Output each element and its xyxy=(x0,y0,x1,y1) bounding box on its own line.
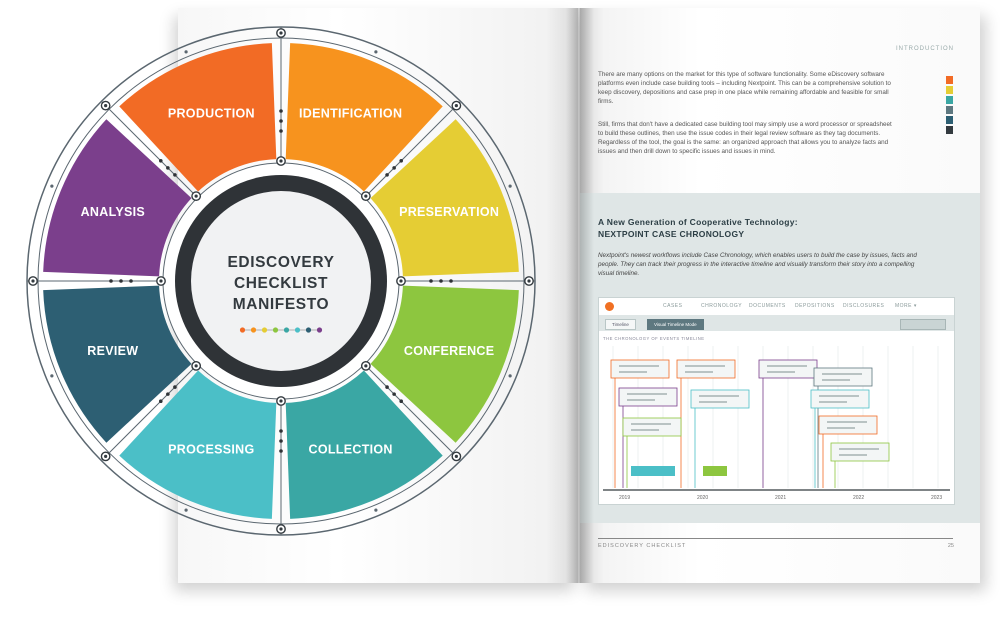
segment-label-analysis: ANALYSIS xyxy=(80,204,146,219)
center-title-line-3: MANIFESTO xyxy=(232,296,330,313)
divider-dot xyxy=(399,399,403,403)
card-text-line xyxy=(819,401,847,403)
ring-node-center xyxy=(279,399,282,402)
nav-item-depositions[interactable]: DEPOSITIONS xyxy=(795,303,835,309)
center-color-dot xyxy=(273,327,278,332)
section-subtitle: NEXTPOINT CASE CHRONOLOGY xyxy=(598,229,745,239)
divider-dot xyxy=(279,429,283,433)
ring-arrow-marker xyxy=(184,50,187,53)
card-text-line xyxy=(631,429,659,431)
card-text-line xyxy=(767,365,807,367)
ring-arrow-marker xyxy=(184,509,187,512)
center-color-dot xyxy=(317,327,322,332)
divider-dot xyxy=(279,449,283,453)
timeline-duration-bar xyxy=(631,466,675,476)
section-body: Nextpoint's newest workflows include Case Chronology, which enables users to build the case by issues, facts and people. They can track their progress in the interactive timeline and visually transform their story into a compelling visual timeline. xyxy=(598,252,917,277)
timeline-event-card[interactable] xyxy=(831,443,889,461)
card-text-line xyxy=(685,371,713,373)
timeline-event-card[interactable] xyxy=(677,360,735,378)
ring-node-center xyxy=(364,195,367,198)
ring-arrow-marker xyxy=(50,374,53,377)
ring-arrow-marker xyxy=(50,184,53,187)
card-text-line xyxy=(699,401,727,403)
ring-node-center xyxy=(104,455,107,458)
tab-visual-timeline[interactable]: Visual Timeline Mode xyxy=(647,319,704,330)
ring-node-center xyxy=(104,104,107,107)
ring-node-center xyxy=(31,279,34,282)
timeline-heading: THE CHRONOLOGY OF EVENTS TIMELINE xyxy=(603,336,705,341)
nav-item-more[interactable]: MORE ▾ xyxy=(895,303,917,309)
card-text-line xyxy=(627,399,655,401)
divider-dot xyxy=(279,439,283,443)
card-text-line xyxy=(627,393,667,395)
ring-node-center xyxy=(195,195,198,198)
timeline-event-card[interactable] xyxy=(691,390,749,408)
segment-label-identification: IDENTIFICATION xyxy=(299,106,403,121)
divider-dot xyxy=(166,392,170,396)
center-color-dot xyxy=(262,327,267,332)
center-color-dot xyxy=(240,327,245,332)
ring-node-center xyxy=(195,364,198,367)
timeline-chart xyxy=(599,298,954,504)
segment-label-preservation: PRESERVATION xyxy=(399,204,500,219)
footer-title: EDISCOVERY CHECKLIST xyxy=(598,543,687,549)
center-color-dot xyxy=(306,327,311,332)
timeline-event-card[interactable] xyxy=(611,360,669,378)
segment-label-production: PRODUCTION xyxy=(167,106,255,121)
color-swatch xyxy=(946,106,953,114)
divider-dot xyxy=(129,279,133,283)
divider-dot xyxy=(159,399,163,403)
card-text-line xyxy=(631,423,671,425)
divider-dot xyxy=(385,173,389,177)
ring-arrow-marker xyxy=(509,374,512,377)
center-color-dot xyxy=(251,327,256,332)
segment-label-collection: COLLECTION xyxy=(308,442,393,457)
timeline-year-label: 2020 xyxy=(697,495,709,501)
tab-timeline[interactable]: Timeline xyxy=(605,319,636,330)
card-text-line xyxy=(827,421,867,423)
card-text-line xyxy=(767,371,795,373)
ring-node-center xyxy=(364,364,367,367)
ring-node-center xyxy=(455,455,458,458)
divider-dot xyxy=(429,279,433,283)
divider-dot xyxy=(392,392,396,396)
ediscovery-wheel xyxy=(10,10,552,552)
divider-dot xyxy=(173,385,177,389)
card-text-line xyxy=(827,427,855,429)
ring-node-center xyxy=(399,279,402,282)
segment-label-processing: PROCESSING xyxy=(168,442,255,457)
timeline-year-label: 2021 xyxy=(775,495,787,501)
spine-shadow xyxy=(566,8,594,583)
card-text-line xyxy=(822,373,862,375)
card-text-line xyxy=(619,365,659,367)
center-color-dot xyxy=(295,327,300,332)
card-text-line xyxy=(839,448,879,450)
timeline-event-card[interactable] xyxy=(619,388,677,406)
page-number: 25 xyxy=(947,543,954,549)
ring-node-center xyxy=(279,527,282,530)
ring-node-center xyxy=(279,31,282,34)
card-text-line xyxy=(819,395,859,397)
divider-dot xyxy=(279,119,283,123)
ring-arrow-marker xyxy=(509,184,512,187)
timeline-event-card[interactable] xyxy=(819,416,877,434)
divider-dot xyxy=(385,385,389,389)
divider-dot xyxy=(173,173,177,177)
card-text-line xyxy=(839,454,867,456)
card-text-line xyxy=(619,371,647,373)
color-swatch xyxy=(946,76,953,84)
color-swatch xyxy=(946,86,953,94)
divider-dot xyxy=(399,159,403,163)
nav-item-documents[interactable]: DOCUMENTS xyxy=(749,303,786,309)
nav-item-disclosures[interactable]: DISCLOSURES xyxy=(843,303,885,309)
right-page xyxy=(580,8,980,583)
divider-dot xyxy=(166,166,170,170)
timeline-year-label: 2022 xyxy=(853,495,865,501)
feature-section xyxy=(580,193,980,523)
running-header: INTRODUCTION xyxy=(896,46,954,52)
timeline-event-card[interactable] xyxy=(623,418,681,436)
nav-item-cases[interactable]: CASES xyxy=(663,303,683,309)
divider-dot xyxy=(279,129,283,133)
center-title-line-2: CHECKLIST xyxy=(233,275,329,292)
timeline-event-card[interactable] xyxy=(814,368,872,386)
timeline-year-label: 2023 xyxy=(931,495,943,501)
divider-dot xyxy=(159,159,163,163)
ring-arrow-marker xyxy=(374,509,377,512)
color-swatch xyxy=(946,96,953,104)
ring-arrow-marker xyxy=(374,50,377,53)
timeline-year-label: 2019 xyxy=(619,495,631,501)
divider-dot xyxy=(392,166,396,170)
center-color-dot xyxy=(284,327,289,332)
timeline-event-card[interactable] xyxy=(811,390,869,408)
timeline-event-card[interactable] xyxy=(759,360,817,378)
divider-dot xyxy=(109,279,113,283)
segment-label-conference: CONFERENCE xyxy=(403,344,495,359)
section-title: A New Generation of Cooperative Technology: xyxy=(598,217,798,227)
card-text-line xyxy=(822,379,850,381)
color-swatch xyxy=(946,126,953,134)
divider-dot xyxy=(449,279,453,283)
app-screenshot xyxy=(598,297,955,505)
center-title-line-1: EDISCOVERY xyxy=(227,254,335,271)
ring-node-center xyxy=(527,279,530,282)
ring-node-center xyxy=(455,104,458,107)
intro-paragraph-2: Still, firms that don't have a dedicated case building tool may simply use a word processor or spreadsheet to build these outlines, then use the issue codes in their legal review software as they tag documents. Regardless of the tool, the goal is the same: an organized approach that allows you to analyze facts and issues and then drill down to specific issues and issues in mind. xyxy=(598,121,892,155)
footer-rule xyxy=(598,538,953,539)
divider-dot xyxy=(279,109,283,113)
divider-dot xyxy=(439,279,443,283)
timeline-duration-bar xyxy=(703,466,727,476)
segment-label-review: REVIEW xyxy=(87,344,139,359)
ring-node-center xyxy=(159,279,162,282)
intro-paragraph-1: There are many options on the market for this type of software functionality. Some eDiscovery software platforms even include case building tools – including Nextpoint. This can be a comprehensive solution to keep discovery, depositions and case prep in one place while remaining affordable and feasible for small firms. xyxy=(598,71,891,105)
ring-node-center xyxy=(279,159,282,162)
color-swatch xyxy=(946,116,953,124)
divider-dot xyxy=(119,279,123,283)
card-text-line xyxy=(699,395,739,397)
color-swatches xyxy=(946,76,953,136)
nav-item-chronology[interactable]: CHRONOLOGY xyxy=(701,303,743,309)
card-text-line xyxy=(685,365,725,367)
